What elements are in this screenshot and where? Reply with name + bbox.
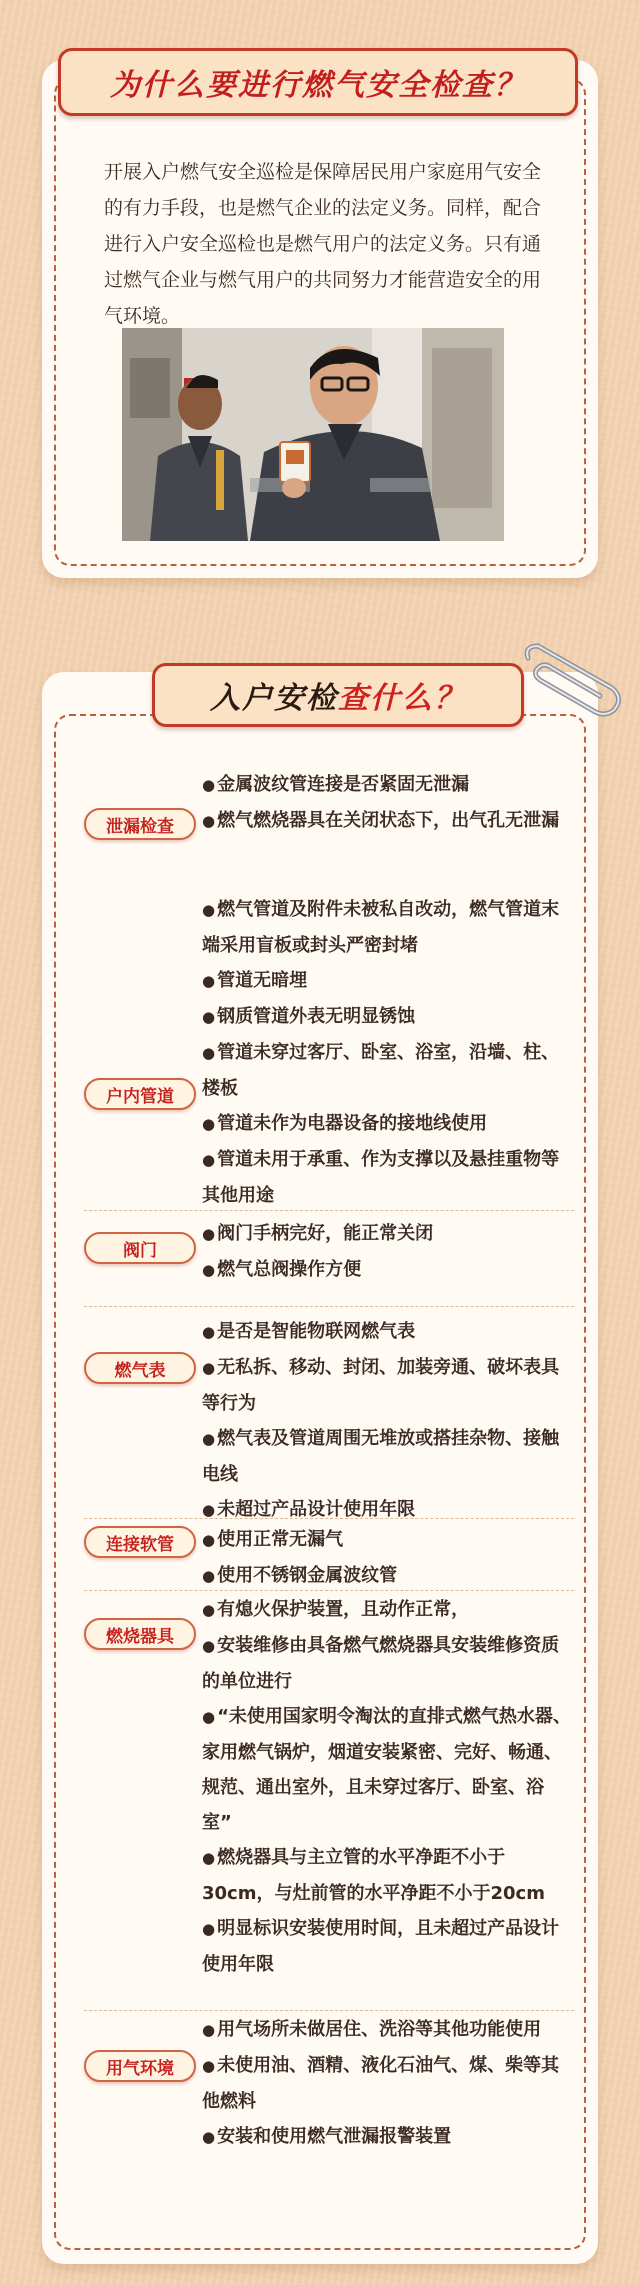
- label-environment: [84, 2050, 196, 2082]
- list-item: ● 燃烧器具与主立管的水平净距不小于30cm，与灶前管的水平净距不小于20cm: [202, 1840, 572, 1911]
- list-item: ● 管道无暗埋: [202, 963, 572, 999]
- label-text: 用气环境: [106, 2058, 174, 2079]
- list-item: ● 有熄火保护装置，且动作正常，: [202, 1592, 572, 1628]
- list-item: ● 管道未用于承重、作为支撑以及悬挂重物等其他用途: [202, 1142, 572, 1213]
- label-hose: [84, 1526, 196, 1558]
- list-item: ● “未使用国家明令淘汰的直排式燃气热水器、家用燃气锅炉，烟道安装紧密、完好、畅通、规范、通出室外，且未穿过客厅、卧室、浴室”: [202, 1699, 572, 1840]
- inspection-photo: [122, 328, 504, 541]
- label-gas-meter: [84, 1352, 196, 1384]
- list-item: ● 钢质管道外表无明显锈蚀: [202, 999, 572, 1035]
- intro-title-banner: [58, 48, 578, 116]
- label-burner: [84, 1618, 196, 1650]
- list-item: ● 使用不锈钢金属波纹管: [202, 1558, 572, 1594]
- list-item: ● 是否是智能物联网燃气表: [202, 1314, 572, 1350]
- intro-paragraph: 开展入户燃气安全巡检是保障居民用户家庭用气安全的有力手段，也是燃气企业的法定义务。同样，配合进行入户安全巡检也是燃气用户的法定义务。只有通过燃气企业与燃气用户的共同努力才能营造安全的用气环境。: [104, 161, 542, 327]
- items-list: [202, 767, 572, 839]
- list-item: ● 安装和使用燃气泄漏报警装置: [202, 2119, 572, 2155]
- items-list: [202, 892, 572, 1213]
- divider: [84, 1210, 574, 1211]
- list-item: ● 无私拆、移动、封闭、加装旁通、破坏表具等行为: [202, 1350, 572, 1421]
- list-item: ● 燃气燃烧器具在关闭状态下，出气孔无泄漏: [202, 803, 572, 839]
- list-item: ● 未超过产品设计使用年限: [202, 1492, 572, 1528]
- label-text: 连接软管: [106, 1534, 174, 1555]
- divider: [84, 1590, 574, 1591]
- paperclip-icon: [520, 640, 630, 720]
- inspectors-image: [122, 328, 504, 541]
- list-item: ● 金属波纹管连接是否紧固无泄漏: [202, 767, 572, 803]
- check-title-banner: [152, 663, 524, 727]
- label-text: 燃气表: [114, 1360, 166, 1381]
- list-item: ● 阀门手柄完好，能正常关闭: [202, 1216, 572, 1252]
- label-text: 燃烧器具: [106, 1626, 174, 1647]
- list-item: ● 燃气管道及附件未被私自改动，燃气管道末端采用盲板或封头严密封堵: [202, 892, 572, 963]
- list-item: ● 用气场所未做居住、洗浴等其他功能使用: [202, 2012, 572, 2048]
- label-text: 户内管道: [106, 1086, 174, 1107]
- intro-title: 为什么要进行燃气安全检查？: [110, 68, 526, 103]
- label-text: 泄漏检查: [106, 816, 174, 837]
- label-indoor-pipe: [84, 1078, 196, 1110]
- list-item: ● 使用正常无漏气: [202, 1522, 572, 1558]
- list-item: ● 燃气总阀操作方便: [202, 1252, 572, 1288]
- check-title-part1: 入户安检: [210, 681, 338, 716]
- list-item: ● 未使用油、酒精、液化石油气、煤、柴等其他燃料: [202, 2048, 572, 2119]
- list-item: ● 燃气表及管道周围无堆放或搭挂杂物、接触电线: [202, 1421, 572, 1492]
- divider: [84, 1518, 574, 1519]
- items-list: [202, 1522, 572, 1594]
- list-item: ● 安装维修由具备燃气燃烧器具安装维修资质的单位进行: [202, 1628, 572, 1699]
- list-item: ● 管道未穿过客厅、卧室、浴室，沿墙、柱、楼板: [202, 1035, 572, 1106]
- label-valve: [84, 1232, 196, 1264]
- divider: [84, 2010, 574, 2011]
- items-list: [202, 1216, 572, 1288]
- items-list: [202, 2012, 572, 2155]
- label-text: 阀门: [123, 1240, 157, 1261]
- divider: [84, 1306, 574, 1307]
- items-list: [202, 1314, 572, 1528]
- list-item: ● 明显标识安装使用时间，且未超过产品设计使用年限: [202, 1911, 572, 1982]
- items-list: [202, 1592, 572, 1982]
- check-title-part2: 查什么？: [338, 681, 466, 716]
- list-item: ● 管道未作为电器设备的接地线使用: [202, 1106, 572, 1142]
- label-leak-check: [84, 808, 196, 840]
